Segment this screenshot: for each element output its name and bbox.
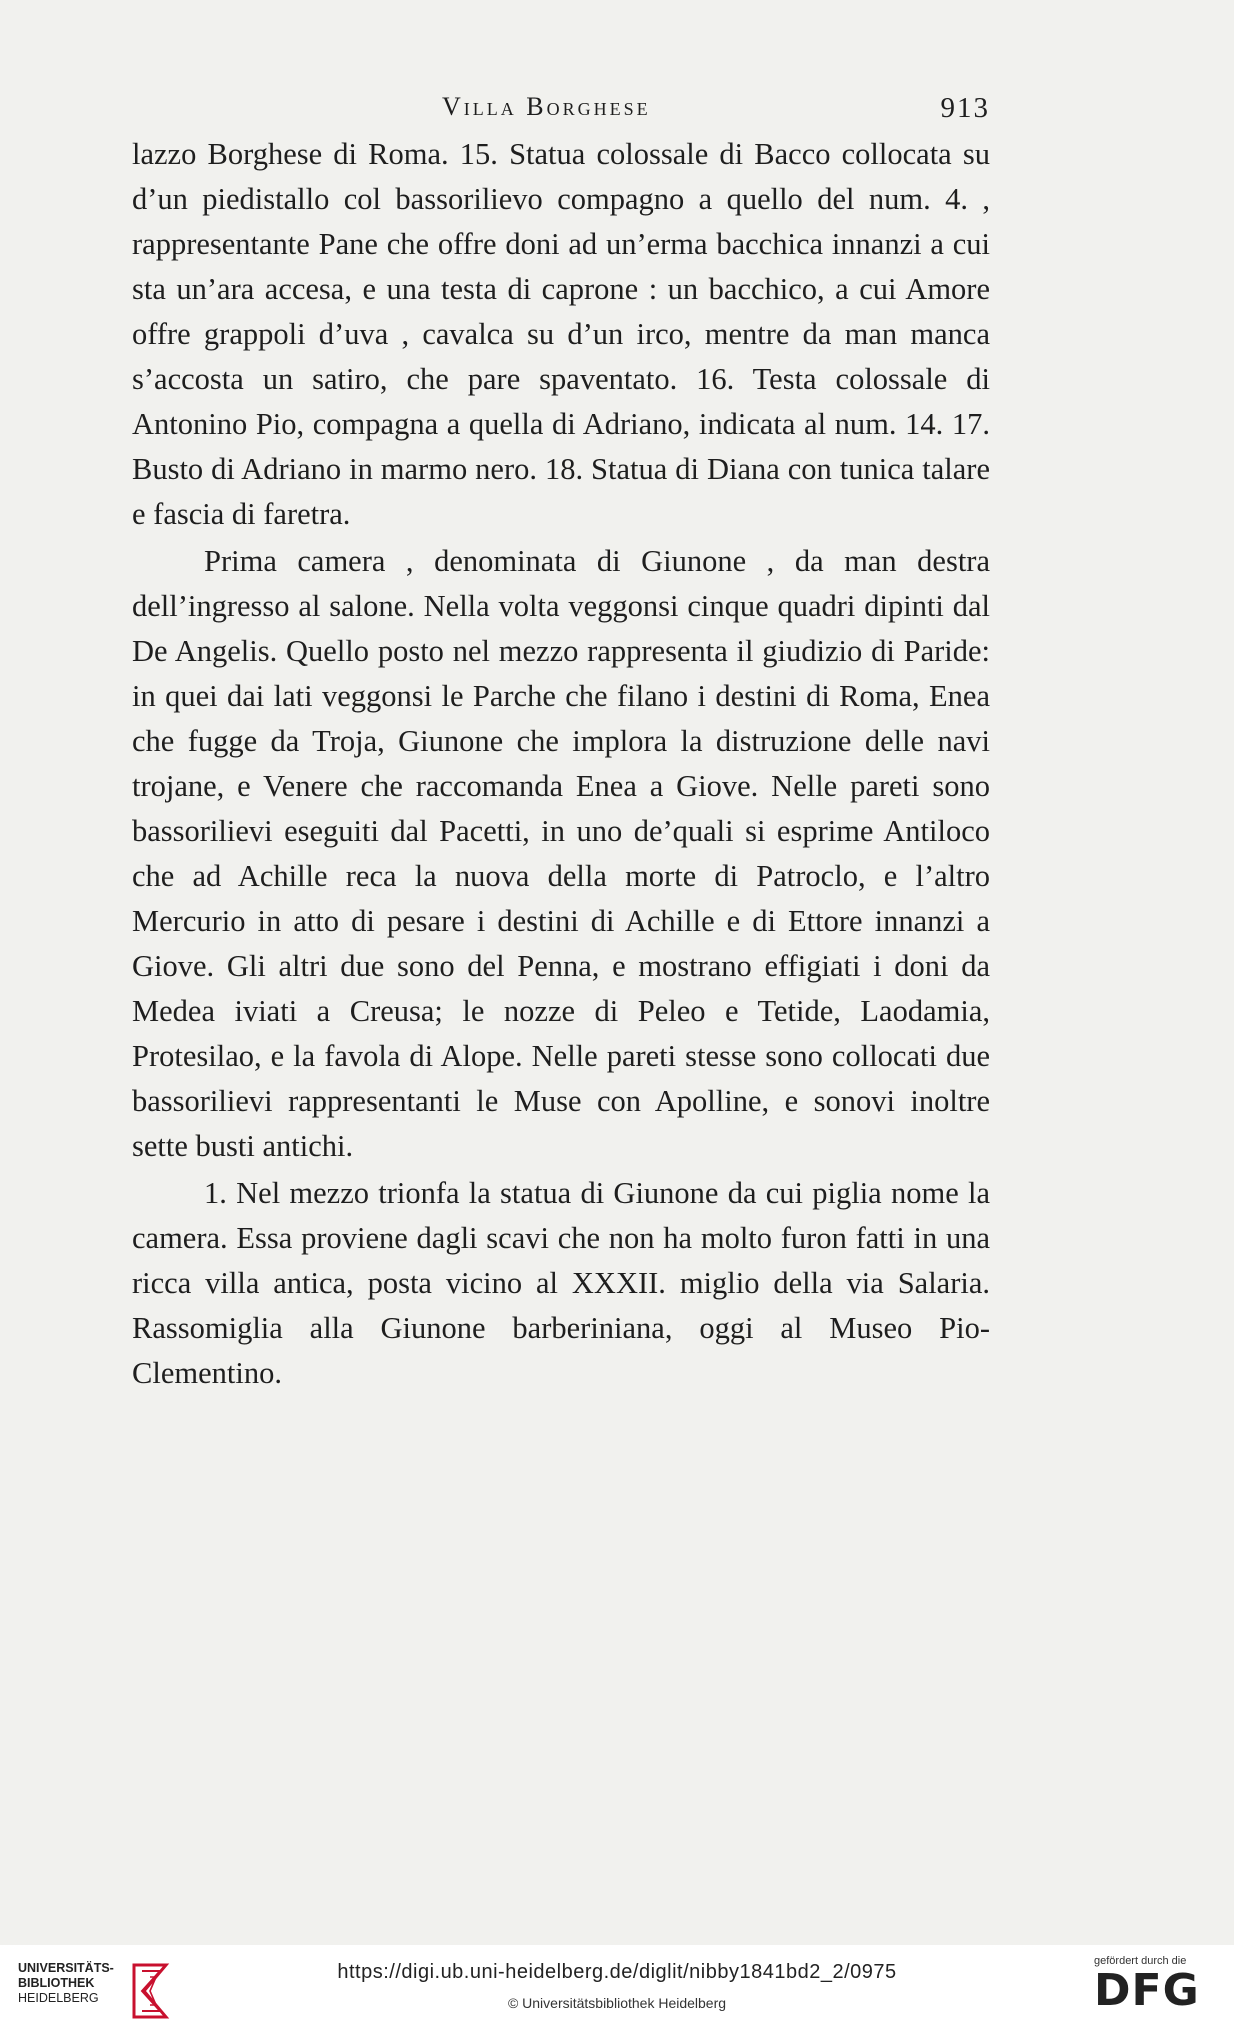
copyright-notice: © Universitätsbibliothek Heidelberg (507, 1995, 727, 2011)
page-header (132, 92, 990, 132)
library-name-line1: UNIVERSITÄTS- (18, 1961, 114, 1975)
running-title: Villa Borghese (442, 92, 651, 121)
paragraph-2: Prima camera , denominata di Giunone , da man destra dell’ingresso al salone. Nella volta veggonsi cinque quadri dipinti dal De Angelis. Quello posto nel mezzo rappresenta il giudizio di Paride: in quei dai lati veggonsi le Parche che filano i destini di Roma, Enea che fugge da Troja, Giunone che implora la distruzione delle navi trojane, e Venere che raccomanda Enea a Giove. Nelle pareti sono bassorilievi eseguiti dal Pacetti, in uno de’quali si esprime Antiloco che ad Achille reca la nuova della morte di Patroclo, e l’altro Mercurio in atto di pesare i destini di Achille e di Ettore innanzi a Giove. Gli altri due sono del Penna, e mostrano effigiati i doni da Medea iviati a Creusa; le nozze di Peleo e Tetide, Laodamia, Protesilao, e la favola di Alope. Nelle pareti stesse sono collocati due bassorilievi rappresentanti le Muse con Apolline, e sonovi inoltre sette busti antichi. (132, 544, 990, 1163)
paragraph-1: lazzo Borghese di Roma. 15. Statua colossale di Bacco collocata su d’un piedistallo col bassorilievo compagno a quello del num. 4. , rappresentante Pane che offre doni ad un’erma bacchica innanzi a cui sta un’ara accesa, e una testa di caprone : un bacchico, a cui Amore offre grappoli d’uva , cavalca su d’un irco, mentre da man manca s’accosta un satiro, che pare spaventato. 16. Testa colossale di Antonino Pio, compagna a quella di Adriano, indicata al num. 14. 17. Busto di Adriano in marmo nero. 18. Statua di Diana con tunica talare e fascia di faretra. (132, 137, 990, 531)
document-url-link[interactable]: https://digi.ub.uni-heidelberg.de/diglit/nibby1841bd2_2/0975 (337, 1961, 897, 1983)
viewer-footer (0, 1945, 1234, 2032)
library-name-line2: BIBLIOTHEK (18, 1976, 95, 1990)
dfg-logo (1094, 1955, 1214, 2025)
page-number: 913 (940, 92, 990, 124)
body-text (132, 132, 990, 1398)
funder-logo-text: DFG (1094, 1965, 1200, 2016)
library-name-line3: HEIDELBERG (18, 1991, 99, 2005)
paragraph-3: 1. Nel mezzo trionfa la statua di Giunone da cui piglia nome la camera. Essa proviene dagli scavi che non ha molto furon fatti in una ricca villa antica, posta vicino al XXXII. miglio della via Salaria. Rassomiglia alla Giunone barberiniana, oggi al Museo Pio-Clementino. (132, 1176, 990, 1390)
funder-note: gefördert durch die (1094, 1955, 1187, 1967)
